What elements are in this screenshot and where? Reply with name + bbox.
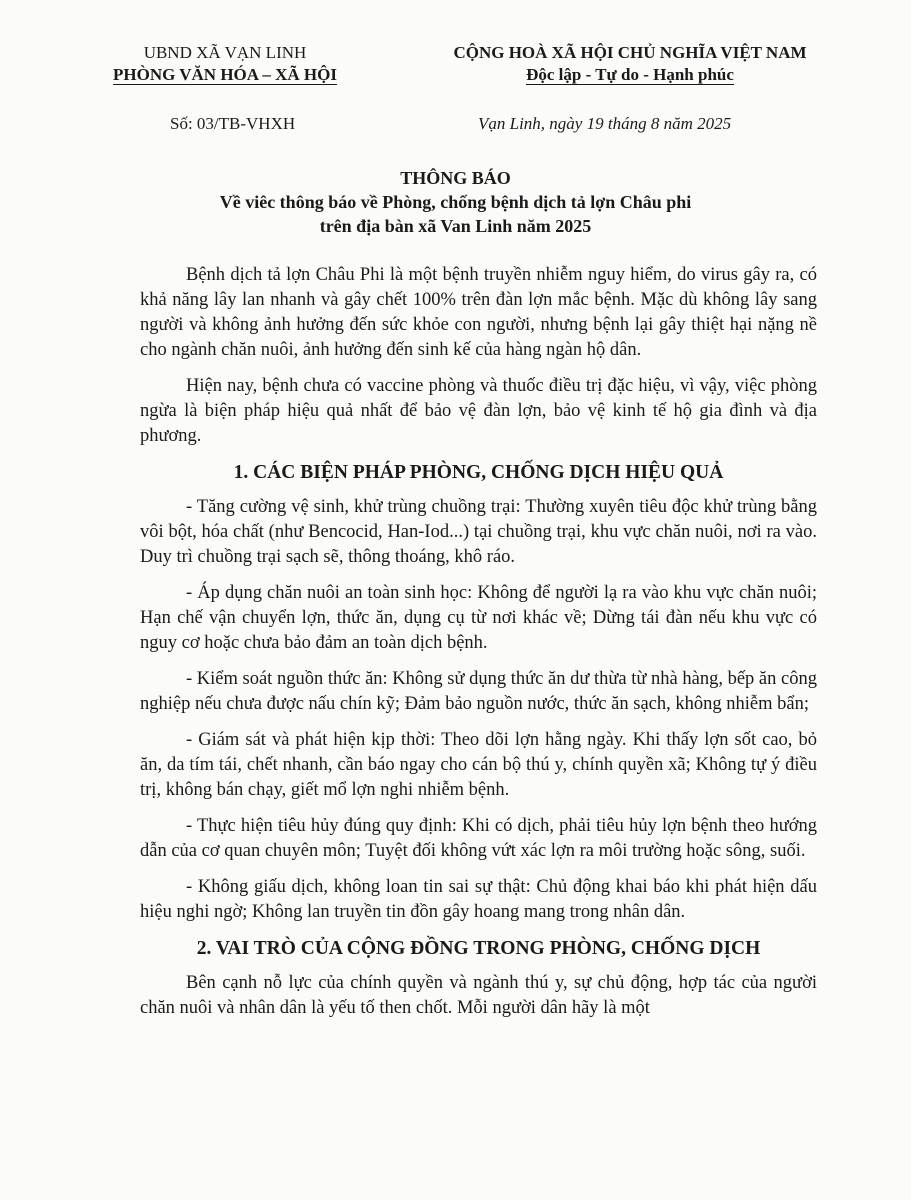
measure-item: - Giám sát và phát hiện kịp thời: Theo dõi lợn hằng ngày. Khi thấy lợn sốt cao, bỏ ăn, da tím tái, chết nhanh, cần báo ngay cho cán bộ thú y, chính quyền xã; Không tự ý điều trị, không bán chạy, giết mổ lợn nghi nhiễm bệnh. [140, 730, 817, 800]
agency-parent: UBND XÃ VẠN LINH [143, 43, 307, 62]
measure-item: - Thực hiện tiêu hủy đúng quy định: Khi có dịch, phải tiêu hủy lợn bệnh theo hướng dẫn của cơ quan chuyên môn; Tuyệt đối không vứt xác lợn ra môi trường hoặc sông, suối. [140, 816, 817, 861]
agency-name: PHÒNG VĂN HÓA – XÃ HỘI [112, 65, 337, 84]
title-subject-line2: trên địa bàn xã Van Linh năm 2025 [319, 216, 592, 236]
motto: Độc lập - Tự do - Hạnh phúc [526, 65, 734, 84]
place-date: Vạn Linh, ngày 19 tháng 8 năm 2025 [478, 114, 732, 133]
measure-item: - Không giấu dịch, không loan tin sai sự thật: Chủ động khai báo khi phát hiện dấu hiệu nghi ngờ; Không lan truyền tin đồn gây hoang mang trong nhân dân. [140, 877, 817, 922]
intro-paragraph: Bệnh dịch tả lợn Châu Phi là một bệnh truyền nhiễm nguy hiểm, do virus gây ra, có khả năng lây lan nhanh và gây chết 100% trên đàn lợn mắc bệnh. Mặc dù không lây sang người và không ảnh hưởng đến sức khỏe con người, nhưng bệnh lại gây thiệt hại nặng nề cho ngành chăn nuôi, ảnh hưởng đến sinh kế của hàng ngàn hộ dân. [140, 265, 817, 360]
document-title [0, 166, 911, 238]
issuing-agency [100, 42, 350, 86]
measure-item: - Áp dụng chăn nuôi an toàn sinh học: Không để người lạ ra vào khu vực chăn nuôi; Hạn chế vận chuyển lợn, thức ăn, dụng cụ từ nơi khác về; Dừng tái đàn nếu khu vực có nguy cơ hoặc chưa bảo đảm an toàn dịch bệnh. [140, 583, 817, 653]
section-heading: 1. CÁC BIỆN PHÁP PHÒNG, CHỐNG DỊCH HIỆU QUẢ [233, 462, 724, 483]
nation-name: CỘNG HOÀ XÃ HỘI CHỦ NGHĨA VIỆT NAM [453, 43, 807, 62]
intro-paragraph: Hiện nay, bệnh chưa có vaccine phòng và thuốc điều trị đặc hiệu, vì vậy, việc phòng ngừa là biện pháp hiệu quả nhất để bảo vệ đàn lợn, bảo vệ kinh tế hộ gia đình và địa phương. [140, 376, 817, 446]
body-paragraph: Bên cạnh nỗ lực của chính quyền và ngành thú y, sự chủ động, hợp tác của người chăn nuôi và nhân dân là yếu tố then chốt. Mỗi người dân hãy là một [140, 973, 817, 1018]
section-heading: 2. VAI TRÒ CỦA CỘNG ĐỒNG TRONG PHÒNG, CHỐNG DỊCH [196, 938, 761, 959]
document-body [140, 263, 817, 1032]
measure-item: - Kiểm soát nguồn thức ăn: Không sử dụng thức ăn dư thừa từ nhà hàng, bếp ăn công nghiệp nếu chưa được nấu chín kỹ; Đảm bảo nguồn nước, thức ăn sạch, không nhiễm bẩn; [140, 669, 817, 714]
title-main: THÔNG BÁO [400, 168, 511, 188]
title-subject-line1: Về viêc thông báo về Phòng, chống bệnh dịch tả lợn Châu phi [219, 192, 692, 212]
national-motto [420, 42, 840, 86]
document-number: Số: 03/TB-VHXH [170, 114, 296, 133]
measure-item: - Tăng cường vệ sinh, khử trùng chuồng trại: Thường xuyên tiêu độc khử trùng bằng vôi bột, hóa chất (như Bencocid, Han-Iod...) tại chuồng trại, khu vực chăn nuôi, nơi ra vào. Duy trì chuồng trại sạch sẽ, thông thoáng, khô ráo. [140, 497, 817, 567]
